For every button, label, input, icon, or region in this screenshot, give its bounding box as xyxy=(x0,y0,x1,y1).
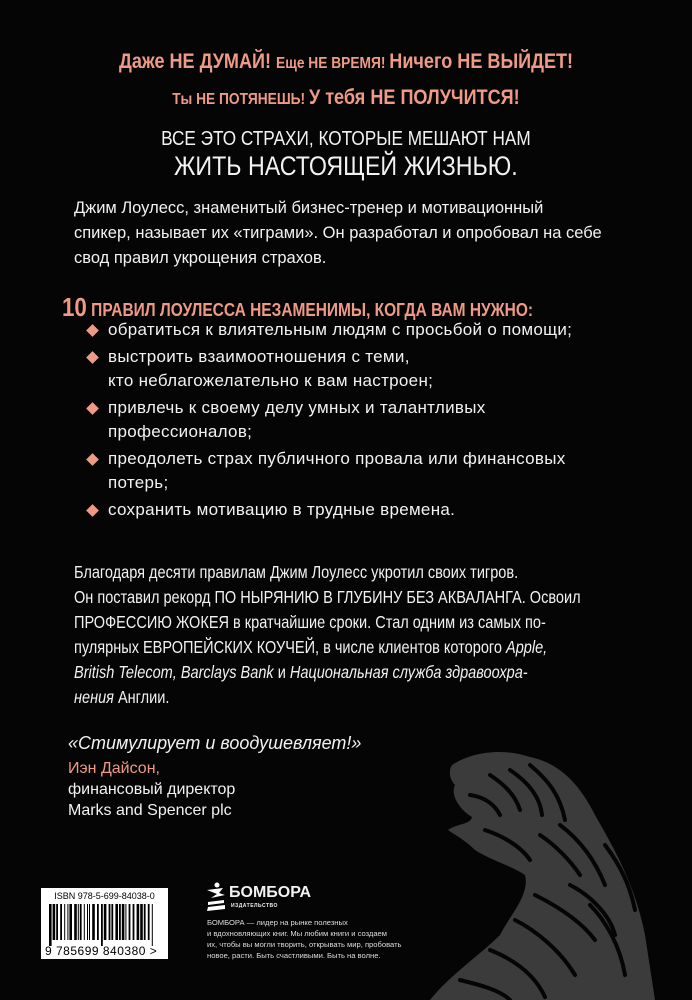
testimonial-role: финансовый директор xyxy=(68,781,236,798)
barcode-bar xyxy=(137,904,140,940)
story-segment: и xyxy=(273,662,290,682)
barcode-bar xyxy=(74,904,77,940)
headline-line-1 xyxy=(0,50,692,74)
barcode-bar xyxy=(67,904,68,940)
rule-item-line: обратиться к влиятельным людям с просьбой о помощи; xyxy=(108,320,573,339)
headline-line-3: ВСЕ ЭТО СТРАХИ, КОТОРЫЕ МЕШАЮТ НАМ xyxy=(161,128,531,150)
story-segment: Apple, xyxy=(506,637,548,657)
rule-item xyxy=(86,498,572,522)
publisher-description xyxy=(207,917,402,961)
publisher-logo xyxy=(205,882,312,917)
barcode-bar xyxy=(80,904,82,940)
barcode-bar xyxy=(97,904,99,940)
barcode-bar xyxy=(84,904,85,940)
barcode-bar xyxy=(133,904,135,940)
rule-item-line: выстроить взаимоотношения с теми, xyxy=(108,347,410,366)
publisher-description-line: новое, расти. Быть счастливыми. Быть на волне. xyxy=(207,951,381,960)
publisher-description-line: БОМБОРА — лидер на рынке полезных xyxy=(207,918,348,927)
intro-line: свод правил укрощения страхов. xyxy=(74,249,327,267)
testimonial-author: Иэн Дайсон, xyxy=(68,760,160,777)
rule-item-line: привлечь к своему делу умных и талантливых xyxy=(108,398,486,417)
rule-item-line: преодолеть страх публичного провала или финансовых xyxy=(108,449,566,468)
story-line xyxy=(74,585,581,610)
intro-line: спикер, называет их «тиграми». Он разработал и опробовал на себе xyxy=(74,224,602,242)
publisher-subtitle: ИЗДАТЕЛЬСТВО xyxy=(231,903,278,909)
story-segment: пулярных ЕВРОПЕЙСКИХ КОУЧЕЙ, в числе клиентов которого xyxy=(74,637,507,657)
testimonial-quote: «Стимулирует и воодушевляет!» xyxy=(68,733,362,753)
barcode-bar xyxy=(148,904,150,940)
barcode-bar xyxy=(53,904,56,940)
publisher-description-line: и вдохновляющих книг. Мы любим книги и создаем xyxy=(207,929,388,938)
headline-segment: Еще НЕ ВРЕМЯ! xyxy=(276,55,390,72)
barcode-bar xyxy=(125,904,126,940)
tiger-illustration xyxy=(430,735,692,1000)
headline-segment: Ты НЕ ПОТЯНЕШЬ! xyxy=(172,91,309,108)
testimonial-author-block xyxy=(68,758,235,821)
barcode-bar xyxy=(49,904,52,946)
barcode-bar xyxy=(111,904,113,940)
barcode-bar xyxy=(69,904,72,940)
barcode-bars xyxy=(49,904,155,946)
testimonial-company: Marks and Spencer plc xyxy=(68,802,232,819)
rule-item-line: профессионалов; xyxy=(108,422,253,441)
rule-item xyxy=(86,447,572,495)
isbn-label: ISBN 978-5-699-84038-0 xyxy=(54,891,155,901)
story-segment: Англии. xyxy=(113,687,170,707)
isbn-barcode xyxy=(41,888,168,959)
barcode-bar xyxy=(119,904,121,940)
headline-line-2 xyxy=(0,86,692,110)
story-segment: British Telecom, Barclays Bank xyxy=(74,662,274,682)
story-segment: Благодаря десяти правилам Джим Лоулесс укротил своих тигров. xyxy=(74,562,519,582)
publisher-logo-icon xyxy=(205,882,227,912)
rule-item xyxy=(86,345,572,393)
story-segment: Национальная служба здравоохра- xyxy=(289,662,528,682)
publisher-name: БОМБОРА xyxy=(229,884,312,901)
headline-line-4: ЖИТЬ НАСТОЯЩЕЙ ЖИЗНЬЮ. xyxy=(174,151,518,181)
story-segment: Он поставил рекорд ПО НЫРЯНИЮ В ГЛУБИНУ БЕЗ АКВАЛАНГА. Освоил xyxy=(74,587,581,607)
rule-item-line: кто неблагожелательно к вам настроен; xyxy=(108,371,434,390)
barcode-bar xyxy=(109,904,111,940)
rules-heading-text: ПРАВИЛ ЛОУЛЕССА НЕЗАМЕНИМЫ, КОГДА ВАМ НУЖНО: xyxy=(91,300,534,320)
story-paragraph xyxy=(74,560,684,710)
barcode-bar xyxy=(104,904,107,940)
story-line xyxy=(74,660,581,685)
barcode-bar xyxy=(129,904,131,940)
headline-segment: Ничего НЕ ВЫЙДЕТ! xyxy=(389,50,574,73)
story-line xyxy=(74,610,581,635)
rule-item-line: сохранить мотивацию в трудные времена. xyxy=(108,500,456,519)
rule-item-line: потерь; xyxy=(108,473,169,492)
barcode-bar xyxy=(92,904,95,940)
diamond-bullet-icon xyxy=(86,324,99,337)
barcode-bar xyxy=(152,904,153,946)
intro-line: Джим Лоулесс, знаменитый бизнес-тренер и мотивационный xyxy=(74,199,544,217)
headline-segment: У тебя НЕ ПОЛУЧИТСЯ! xyxy=(308,86,520,109)
headline-segment: ! xyxy=(264,50,277,73)
story-line xyxy=(74,685,581,710)
story-segment: ПРОФЕССИЮ ЖОКЕЯ в кратчайшие сроки. Стал одним из самых по- xyxy=(74,612,546,632)
barcode-bar xyxy=(89,904,90,940)
barcode-bar xyxy=(101,904,103,946)
rules-list xyxy=(86,318,572,525)
diamond-bullet-icon xyxy=(86,351,99,364)
publisher-description-line: их, чтобы вы могли творить, открывать мир, пробовать xyxy=(207,940,402,949)
barcode-bar xyxy=(78,904,79,940)
rule-item xyxy=(86,318,572,342)
diamond-bullet-icon xyxy=(86,504,99,517)
barcode-bar xyxy=(56,904,58,940)
barcode-bar xyxy=(115,904,118,940)
barcode-bar xyxy=(144,904,146,940)
headline-segment: НЕ ДУМАЙ xyxy=(169,50,265,73)
rules-number: 10 xyxy=(62,292,87,322)
barcode-bar xyxy=(140,904,143,940)
diamond-bullet-icon xyxy=(86,402,99,415)
rule-item xyxy=(86,396,572,444)
story-line xyxy=(74,635,581,660)
intro-paragraph xyxy=(74,196,602,271)
headline-segment: Даже xyxy=(118,50,170,73)
story-segment: нения xyxy=(74,687,114,707)
diamond-bullet-icon xyxy=(86,453,99,466)
barcode-number: 9 785699 840380 > xyxy=(45,944,158,958)
barcode-bar xyxy=(64,904,65,940)
barcode-bar xyxy=(87,904,88,940)
barcode-bar xyxy=(122,904,125,940)
story-line xyxy=(74,560,581,585)
barcode-bar xyxy=(60,904,62,940)
